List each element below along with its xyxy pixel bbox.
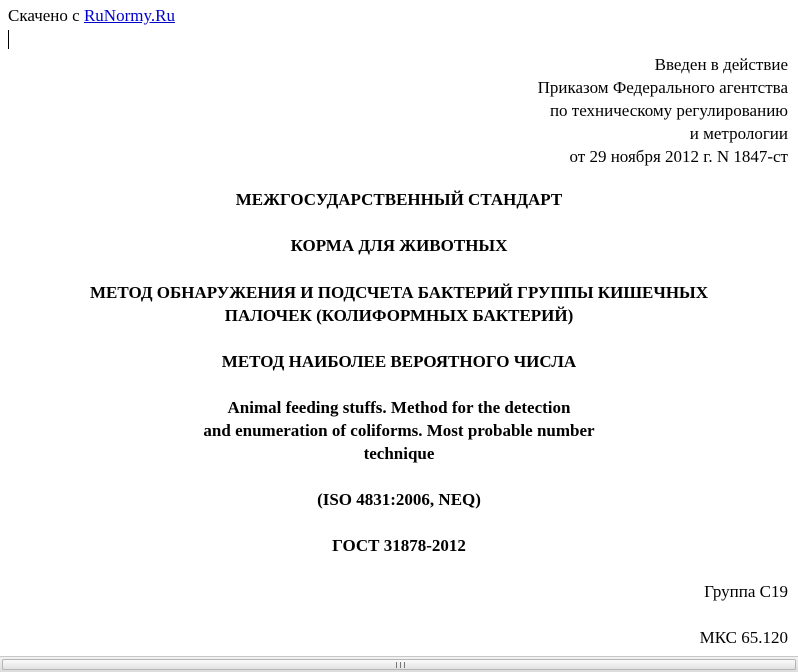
enactment-line: от 29 ноября 2012 г. N 1847-ст bbox=[569, 147, 788, 166]
standard-type-heading: МЕЖГОСУДАРСТВЕННЫЙ СТАНДАРТ bbox=[235, 190, 563, 209]
mks-code: МКС 65.120 bbox=[699, 628, 788, 647]
english-title-line: and enumeration of coliforms. Most probable number bbox=[203, 421, 595, 440]
english-title-line: technique bbox=[363, 444, 435, 463]
enactment-line: по техническому регулированию bbox=[549, 101, 788, 120]
grip-icon bbox=[396, 662, 405, 668]
gost-number: ГОСТ 31878-2012 bbox=[332, 536, 466, 555]
source-prefix: Скачено с bbox=[8, 6, 80, 25]
enactment-line: Введен в действие bbox=[654, 55, 788, 74]
iso-reference: (ISO 4831:2006, NEQ) bbox=[317, 490, 481, 509]
english-title-line: Animal feeding stuffs. Method for the detection bbox=[227, 398, 571, 417]
enactment-block bbox=[538, 53, 788, 168]
horizontal-scrollbar[interactable] bbox=[0, 656, 798, 672]
method-title-line: ПАЛОЧЕК (КОЛИФОРМНЫХ БАКТЕРИЙ) bbox=[224, 306, 574, 325]
subject-heading: КОРМА ДЛЯ ЖИВОТНЫХ bbox=[290, 236, 508, 255]
source-line bbox=[8, 6, 175, 26]
method-title bbox=[0, 281, 798, 327]
scrollbar-thumb[interactable] bbox=[2, 659, 796, 670]
method-title-line: МЕТОД ОБНАРУЖЕНИЯ И ПОДСЧЕТА БАКТЕРИЙ ГРУППЫ КИШЕЧНЫХ bbox=[89, 283, 709, 302]
group-code: Группа С19 bbox=[704, 582, 788, 601]
enactment-line: Приказом Федерального агентства bbox=[537, 78, 788, 97]
text-caret bbox=[8, 30, 9, 49]
runormy-link[interactable]: RuNormy.Ru bbox=[83, 6, 175, 25]
method-subtitle: МЕТОД НАИБОЛЕЕ ВЕРОЯТНОГО ЧИСЛА bbox=[221, 352, 577, 371]
enactment-line: и метрологии bbox=[689, 124, 788, 143]
english-title bbox=[0, 396, 798, 465]
